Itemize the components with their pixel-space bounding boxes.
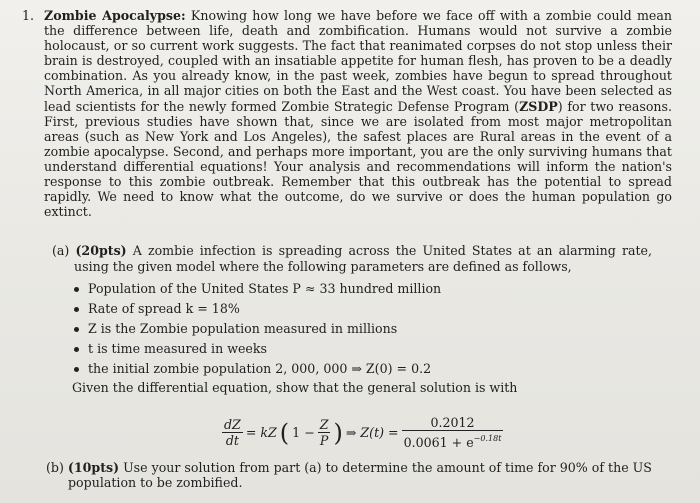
parameter-list (52, 279, 652, 379)
inner-one: 1 − (292, 425, 315, 440)
part-b-text: Use your solution from part (a) to determine the amount of time for 90% of the US population to be zombified. (68, 460, 652, 490)
equals-kz: = kZ (245, 425, 277, 440)
given-statement: Given the differential equation, show that the general solution is with (72, 380, 518, 395)
parameter-item: Population of the United States P ≈ 33 hundred million (88, 279, 652, 299)
part-b (46, 460, 656, 490)
dz-dt-fraction (222, 417, 243, 448)
left-paren: ( (279, 418, 290, 447)
z-over-p-fraction (318, 417, 331, 448)
fraction-denominator: dt (225, 433, 239, 448)
part-b-prompt (46, 460, 656, 490)
part-a-label: (a) (52, 243, 70, 258)
part-b-label: (b) (46, 460, 64, 475)
fraction-numerator: Z (319, 417, 329, 432)
fraction-denominator (402, 431, 504, 450)
problem-title: Zombie Apocalypse: (44, 8, 186, 23)
exponent: −0.18t (473, 434, 502, 443)
intro-text-1: Knowing how long we have before we face off with a zombie could mean the difference between life, death and zombification. Humans would not survive a zombie holocaust, or so current work suggests. The fact that reanimated corpses do not stop unless their brain is destroyed, coupled with an insatiable appetite for human flesh, has proven to be a deadly combination. As you already know, in the past week, zombies have begun to spread throughout North America, in all major cities on both the East and the West coast. You have been selected as lead scientists for the newly formed Zombie Strategic Defense Program ( (44, 8, 673, 114)
fraction-numerator: 0.2012 (402, 415, 504, 431)
implies-solution: ⇒ Z(t) = (345, 425, 399, 440)
intro-text-2: ) for two reasons. First, previous studies have shown that, since we are isolated from most major metropolitan areas (such as New York and Los Angeles), the safest places are Rural areas in the event of a zombie apocalypse. Second, and perhaps more important, you are the only surviving humans that understand differential equations! Your analysis and recommendations will inform the nation's response to this zombie outbreak. Remember that this outbreak has the potential to spread rapidly. We need to know what the outcome, do we survive or does the human population go extinct. (44, 98, 672, 220)
part-b-points: (10pts) (67, 460, 120, 475)
differential-equation (222, 415, 503, 451)
fraction-numerator: dZ (224, 417, 241, 432)
problem-intro (44, 8, 672, 219)
solution-fraction (402, 415, 504, 450)
part-a-points: (20pts) (75, 243, 127, 258)
parameter-item: the initial zombie population 2, 000, 000 ⇒ Z(0) = 0.2 (88, 359, 652, 379)
fraction-denominator: P (319, 433, 329, 448)
part-a-prompt (52, 243, 652, 275)
denominator-base: 0.0061 + e (403, 435, 474, 450)
part-a (52, 243, 652, 379)
right-paren: ) (333, 418, 343, 447)
part-a-text: A zombie infection is spreading across the United States at an alarming rate, using the given model where the following parameters are defined as follows, (74, 243, 652, 274)
problem-1 (22, 8, 672, 219)
parameter-item: Z is the Zombie population measured in millions (88, 319, 652, 339)
parameter-item: t is time measured in weeks (88, 339, 652, 359)
zsdp-acronym: ZSDP (519, 98, 558, 114)
parameter-item: Rate of spread k = 18% (88, 299, 652, 319)
problem-number: 1. (22, 8, 35, 23)
